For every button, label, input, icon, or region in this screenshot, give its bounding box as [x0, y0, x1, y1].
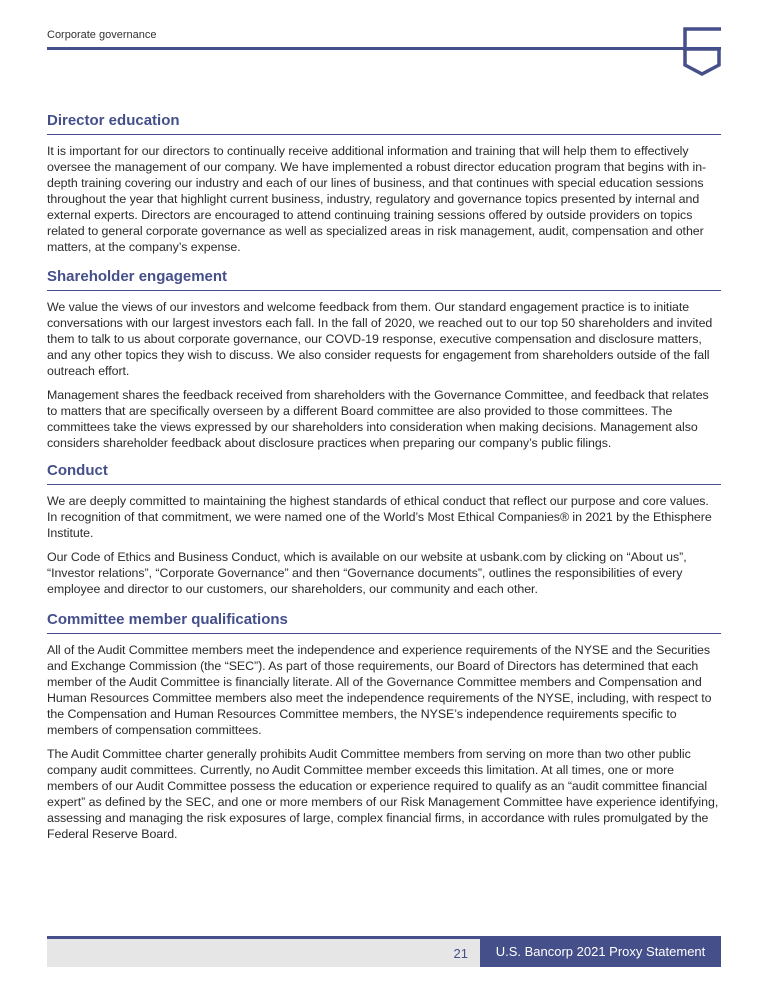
section-shareholder-engagement: [47, 268, 721, 451]
paragraph: We are deeply committed to maintaining the highest standards of ethical conduct that reflect our purpose and core values. In recognition of that commitment, we were named one of the World’s Most Ethical Companies® in 2021 by the Ethisphere Institute.: [47, 494, 712, 540]
document-title: U.S. Bancorp 2021 Proxy Statement: [480, 936, 721, 967]
header-rule: [47, 47, 721, 50]
paragraph: Our Code of Ethics and Business Conduct, which is available on our website at usbank.com by clicking on “About us”, “Investor relations”, “Corporate Governance” and then “Governance documents”, outlines the responsibilities of every employee and director to our customers, our shareholders, our community and each other.: [47, 550, 687, 596]
section-committee-member-qualifications: [47, 611, 721, 842]
running-header: Corporate governance: [47, 29, 157, 41]
section-heading: Shareholder engagement: [47, 268, 721, 291]
footer-band: [47, 939, 480, 967]
paragraph: We value the views of our investors and welcome feedback from them. Our standard engagement practice is to initiate conversations with our largest investors each fall. In the fall of 2020, we reached out to our top 50 shareholders and invited them to talk to us about corporate governance, our COVD-19 response, executive compensation and disclosure matters, and any other topics they wish to discuss. We also consider requests for engagement from shareholders outside of the fall outreach effort.: [47, 300, 713, 378]
section-heading: Committee member qualifications: [47, 611, 721, 634]
section-conduct: [47, 462, 721, 597]
page-footer: [47, 936, 721, 967]
paragraph: All of the Audit Committee members meet the independence and experience requirements of the NYSE and the Securities and Exchange Commission (the “SEC”). As part of those requirements, our Board of Directors has determined that each member of the Audit Committee is financially literate. All of the Governance Committee members and Compensation and Human Resources Committee members also meet the independence requirements of the NYSE, including, with respect to the Compensation and Human Resources Committee members, the NYSE’s independence requirements specific to members of compensation committees.: [47, 643, 712, 737]
section-heading: Conduct: [47, 462, 721, 485]
section-heading: Director education: [47, 112, 721, 135]
paragraph: It is important for our directors to continually receive additional information and training that will help them to effectively oversee the management of our company. We have implemented a robust director education program that begins with in-depth training covering our industry and each of our lines of business, and that continues with special education sessions throughout the year that highlight current business, industry, regulatory and governance topics presented by internal and external experts. Directors are encouraged to attend continuing training sessions offered by outside providers on topics related to general corporate governance as well as specialized areas in risk management, audit, compensation and other matters, at the company’s expense.: [47, 144, 707, 254]
shield-logo-icon: [681, 27, 723, 79]
paragraph: The Audit Committee charter generally prohibits Audit Committee members from serving on more than two other public company audit committees. Currently, no Audit Committee member exceeds this limitation. At all times, one or more members of our Audit Committee possess the education or experience required to qualify as an “audit committee financial expert” as defined by the SEC, and one or more members of our Risk Management Committee have experience identifying, assessing and managing the risk exposures of large, complex financial firms, in accordance with rules promulgated by the Federal Reserve Board.: [47, 747, 719, 841]
section-director-education: [47, 112, 721, 255]
page-number: 21: [453, 946, 468, 961]
paragraph: Management shares the feedback received from shareholders with the Governance Committee, and feedback that relates to matters that are specifically overseen by a different Board committee are also provided to those committees. The committees take the views expressed by our shareholders into consideration when making decisions. Management also considers shareholder feedback about disclosure practices when preparing our company’s public filings.: [47, 388, 709, 450]
